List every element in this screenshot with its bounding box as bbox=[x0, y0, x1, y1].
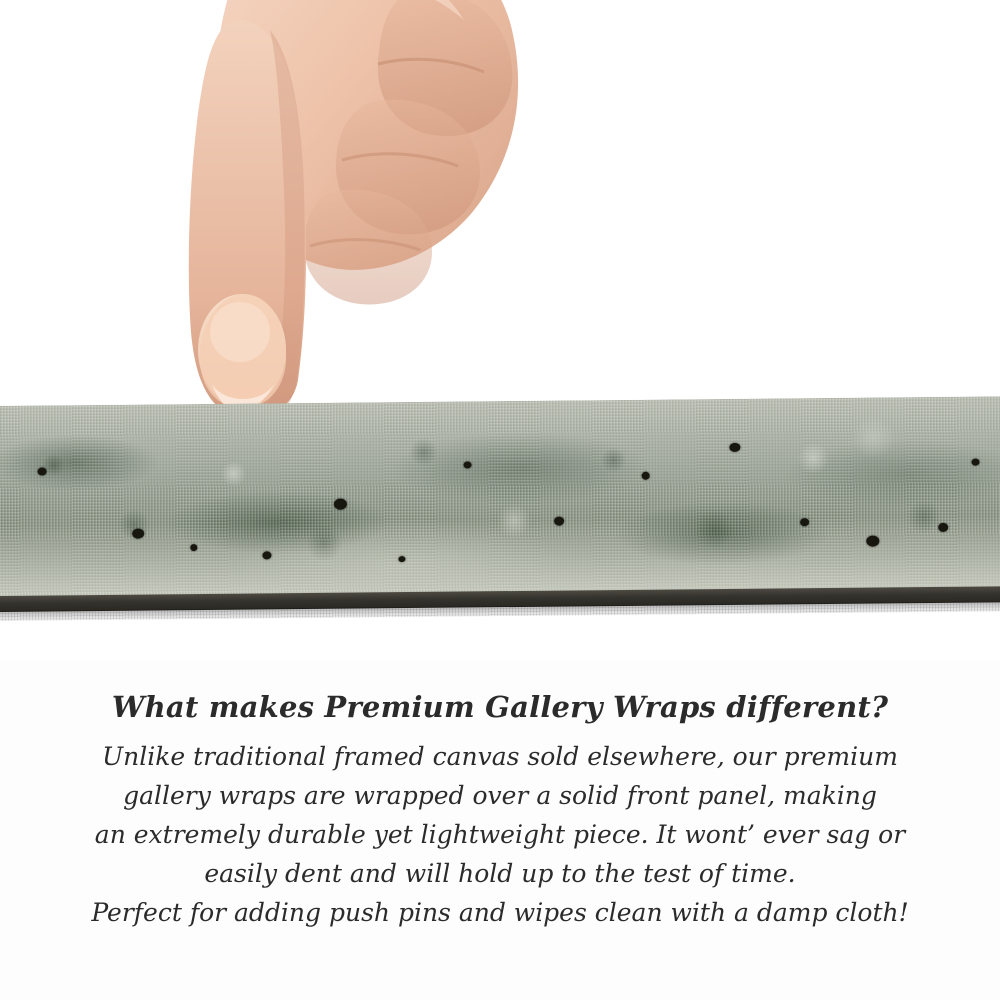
canvas-speck bbox=[642, 472, 650, 480]
canvas-speck bbox=[334, 499, 347, 510]
canvas-speck bbox=[38, 467, 47, 475]
caption-block bbox=[0, 690, 1000, 932]
canvas-speck bbox=[190, 544, 197, 551]
canvas-speck bbox=[398, 556, 405, 562]
canvas-speck bbox=[972, 459, 980, 466]
canvas-speck bbox=[554, 517, 564, 526]
canvas-speck bbox=[866, 536, 879, 547]
caption-headline: What makes Premium Gallery Wraps different? bbox=[111, 690, 889, 724]
canvas-speck bbox=[729, 443, 740, 452]
canvas-speck bbox=[464, 461, 472, 468]
caption-line-1: Unlike traditional framed canvas sold elsewhere, our premium bbox=[102, 742, 898, 771]
caption-line-3: an extremely durable yet lightweight piece. It wont’ ever sag or bbox=[94, 820, 906, 849]
canvas-speck bbox=[262, 551, 271, 559]
canvas-speck bbox=[800, 518, 809, 526]
canvas-speck bbox=[938, 523, 948, 532]
caption-line-2: gallery wraps are wrapped over a solid front panel, making bbox=[123, 781, 877, 810]
caption-line-5: Perfect for adding push pins and wipes clean with a damp cloth! bbox=[91, 898, 909, 927]
hand-photo bbox=[120, 0, 590, 430]
canvas-edge-slab bbox=[0, 396, 1000, 621]
caption-line-4: easily dent and will hold up to the test of time. bbox=[204, 859, 796, 888]
canvas-speck bbox=[132, 529, 144, 539]
